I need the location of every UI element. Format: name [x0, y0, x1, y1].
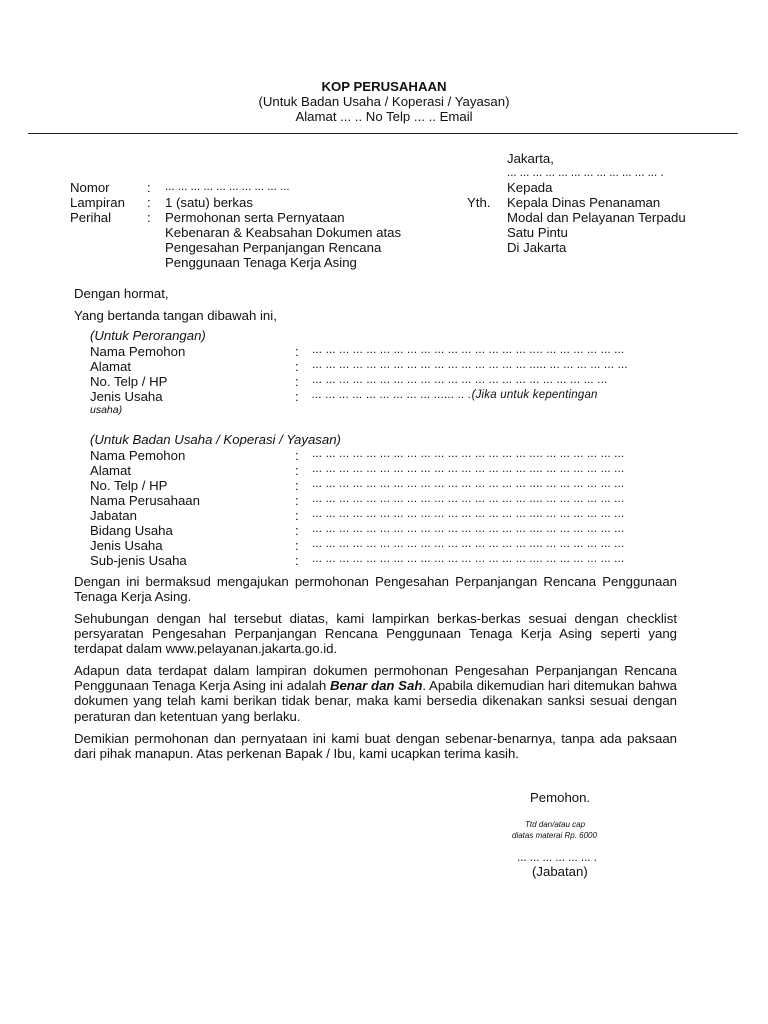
field-value: ... ... ... ... ... ... ... ... ... ... ... ... ... ... ... ... ..... ... ... ... ... ... ...: [312, 359, 628, 371]
field-colon: :: [295, 508, 299, 523]
form-row: [90, 374, 690, 389]
body-paragraph: Sehubungan dengan hal tersebut diatas, kami lampirkan berkas-berkas sesuai dengan checklist persyaratan Pengesahan Perpanjangan Rencana Penggunaan Tenaga Kerja Asing seperti yang terdapat dalam www.pelayanan.jakarta.go.id.: [74, 611, 677, 657]
field-value: ... ... ... ... ... ... ... ... ... ... ... ... ... ... ... ... .... ... ... ... ... ... ...: [312, 508, 625, 520]
field-colon: :: [295, 374, 299, 389]
field-value: ... ... ... ... ... ... ... ... ... ... ... ... ... ... ... ... .... ... ... ... ... ... ...: [312, 463, 625, 475]
recipient-line: Di Jakarta: [507, 240, 567, 255]
signature-position: (Jabatan): [532, 864, 588, 879]
letterhead-title: KOP PERUSAHAAN: [321, 79, 447, 94]
recipient-yth: Yth.: [467, 195, 491, 210]
body-paragraph: Demikian permohonan dan pernyataan ini kami buat dengan sebenar-benarnya, tanpa ada paksaan dari pihak manapun. Atas perkenan Bapak / Ibu, kami ucapkan terima kasih.: [74, 731, 677, 762]
field-colon: :: [295, 478, 299, 493]
body-paragraph: [74, 663, 677, 724]
field-colon: :: [295, 553, 299, 568]
form-row: [90, 448, 690, 463]
field-label: Alamat: [90, 463, 132, 478]
field-label: Sub-jenis Usaha: [90, 553, 187, 568]
form-row: [90, 553, 690, 568]
field-colon: :: [295, 389, 299, 404]
field-label: Nama Pemohon: [90, 448, 186, 463]
paragraph-text: Adapun data terdapat dalam lampiran dokumen permohonan Pengesahan Perpanjangan Rencana Penggunaan Tenaga Kerja Asing ini adalah: [74, 663, 677, 694]
individual-section-heading: (Untuk Perorangan): [90, 328, 206, 343]
form-row: [90, 538, 690, 553]
field-value: ... ... ... ... ... ... ... ... ... ... ... ... ... ... ... ... .... ... ... ... ... ... ...: [312, 478, 625, 490]
perihal-line: Kebenaran & Keabsahan Dokumen atas: [165, 225, 402, 240]
form-row: [90, 508, 690, 523]
lampiran-value: 1 (satu) berkas: [165, 195, 253, 210]
recipient-line: Satu Pintu: [507, 225, 568, 240]
nomor-value: ... ... ... ... ... ... ... ... ... ...: [165, 181, 290, 193]
nomor-label: Nomor: [70, 180, 110, 195]
field-colon: :: [295, 493, 299, 508]
form-row: [90, 463, 690, 478]
field-colon: :: [295, 523, 299, 538]
applicant-label: Pemohon.: [530, 790, 591, 805]
field-colon: :: [295, 463, 299, 478]
perihal-label: Perihal: [70, 210, 112, 225]
field-label: Jabatan: [90, 508, 137, 523]
field-label: Jenis Usaha: [90, 389, 163, 404]
field-value: ... ... ... ... ... ... ... ... ... ...... .. .(Jika untuk kepentingan: [312, 389, 598, 401]
field-wrap-text: usaha): [90, 404, 123, 416]
field-label: Alamat: [90, 359, 132, 374]
paragraph-text: . Apabila dikemudian hari ditemukan bahwa dokumen yang telah kami berikan tidak benar, maka kami bersedia dikenakan sanksi sesuai dengan peraturan dan ketentuan yang berlaku.: [74, 678, 677, 724]
lampiran-colon: :: [147, 195, 151, 210]
form-row: [90, 359, 690, 374]
signature-name-dots: ... ... ... ... ... ... .: [517, 852, 597, 864]
field-label: Bidang Usaha: [90, 523, 173, 538]
signature-note: diatas materai Rp. 6000: [512, 831, 597, 840]
field-value: ... ... ... ... ... ... ... ... ... ... ... ... ... ... ... ... .... ... ... ... ... ... ...: [312, 538, 625, 550]
body-paragraph: Dengan ini bermaksud mengajukan permohonan Pengesahan Perpanjangan Rencana Penggunaan Tenaga Kerja Asing.: [74, 574, 677, 605]
nomor-colon: :: [147, 180, 151, 195]
recipient-line: Kepada: [507, 180, 553, 195]
emphasis-text: Benar dan Sah: [329, 678, 423, 694]
field-colon: :: [295, 448, 299, 463]
letterhead-address: Alamat ... .. No Telp ... .. Email: [295, 109, 473, 124]
recipient-line: Modal dan Pelayanan Terpadu: [507, 210, 686, 225]
form-row: [90, 523, 690, 538]
field-colon: :: [295, 359, 299, 374]
field-label: Nama Pemohon: [90, 344, 186, 359]
field-value: ... ... ... ... ... ... ... ... ... ... ... ... ... ... ... ... .... ... ... ... ... ... ...: [312, 448, 625, 460]
form-row: [90, 493, 690, 508]
letterhead-subtitle: (Untuk Badan Usaha / Koperasi / Yayasan): [258, 94, 510, 109]
field-value: ... ... ... ... ... ... ... ... ... ... ... ... ... ... ... ... .... ... ... ... ... ... ...: [312, 493, 625, 505]
signature-note: Ttd dan/atau cap: [525, 820, 586, 829]
perihal-line: Penggunaan Tenaga Kerja Asing: [165, 255, 357, 270]
field-value: ... ... ... ... ... ... ... ... ... ... ... ... ... ... ... ... .... ... ... ... ... ... ...: [312, 523, 625, 535]
perihal-colon: :: [147, 210, 151, 225]
business-section-heading: (Untuk Badan Usaha / Koperasi / Yayasan): [90, 432, 341, 447]
salutation: Dengan hormat,: [74, 286, 169, 301]
form-row: [90, 478, 690, 493]
field-value: ... ... ... ... ... ... ... ... ... ... ... ... ... ... ... ... .... ... ... ... ... ... ...: [312, 344, 625, 356]
form-row: [90, 389, 690, 404]
field-colon: :: [295, 344, 299, 359]
perihal-line: Permohonan serta Pernyataan: [165, 210, 345, 225]
field-label: No. Telp / HP: [90, 374, 168, 389]
field-label: Jenis Usaha: [90, 538, 163, 553]
form-row: [90, 344, 690, 359]
field-label: Nama Perusahaan: [90, 493, 200, 508]
field-value: ... ... ... ... ... ... ... ... ... ... ... ... ... ... ... ... .... ... ... ... ... ... ...: [312, 553, 625, 565]
field-colon: :: [295, 538, 299, 553]
header-divider: [28, 133, 738, 134]
field-label: No. Telp / HP: [90, 478, 168, 493]
letter-date-dots: ... ... ... ... ... ... ... ... ... ... ... ... .: [507, 167, 664, 179]
intro-text: Yang bertanda tangan dibawah ini,: [74, 308, 277, 323]
recipient-line: Kepala Dinas Penanaman: [507, 195, 661, 210]
letter-place: Jakarta,: [507, 151, 554, 166]
field-value: ... ... ... ... ... ... ... ... ... ... ... ... ... ... ... ... ... ... ... ... ... ...: [312, 374, 608, 386]
lampiran-label: Lampiran: [70, 195, 125, 210]
perihal-line: Pengesahan Perpanjangan Rencana: [165, 240, 382, 255]
